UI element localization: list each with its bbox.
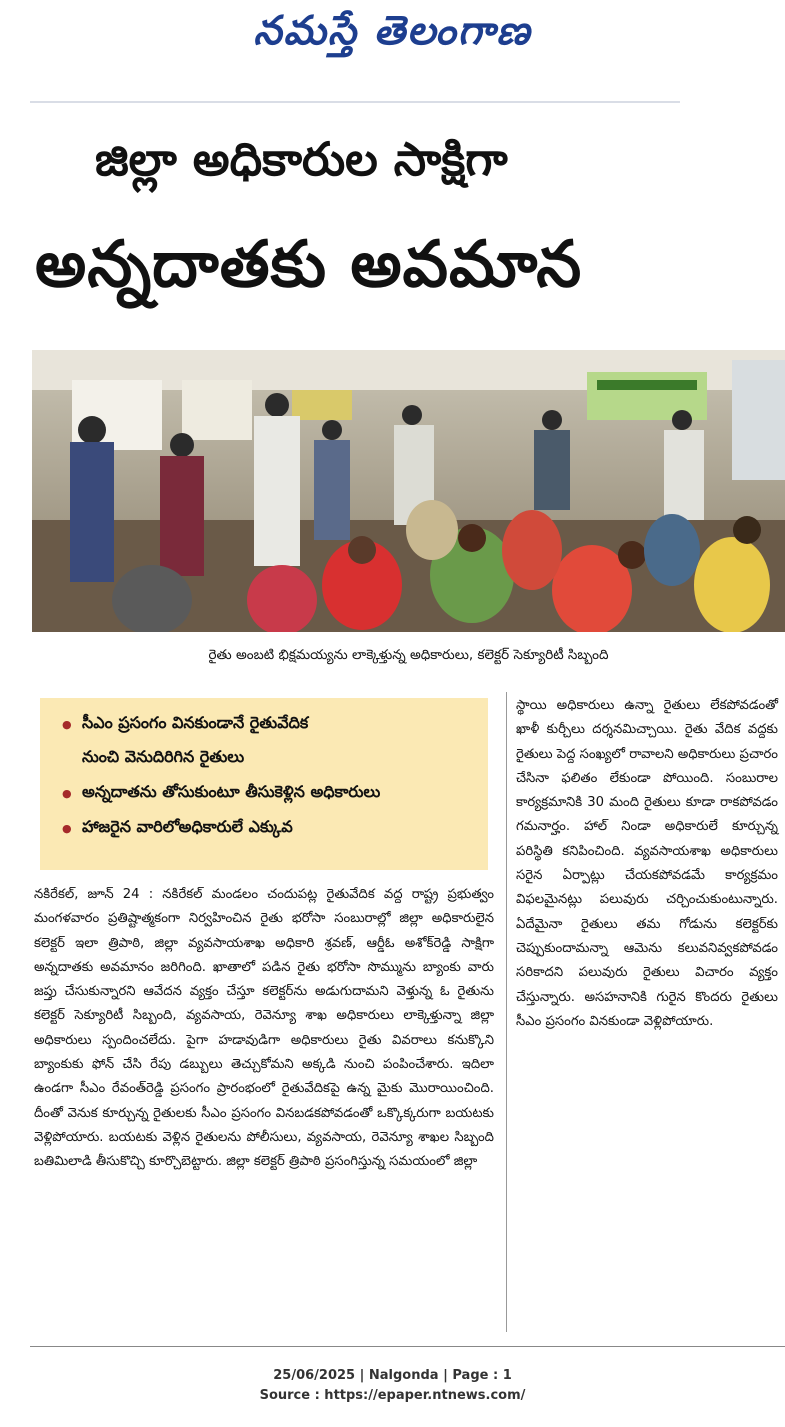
footer-source-link[interactable]: Source : https://epaper.ntnews.com/ (259, 1388, 526, 1403)
bullet-icon: ● (62, 718, 72, 731)
highlight-item-2: అన్నదాతను తోసుకుంటూ తీసుకెళ్లిన అధికారులు (82, 782, 381, 801)
bullet-icon: ● (62, 822, 72, 835)
article-body-right (516, 694, 778, 1034)
article-paragraph-right: స్థాయి అధికారులు ఉన్నా రైతులు లేకపోవడంతో ఖాళీ కుర్చీలు దర్శనమిచ్చాయి. రైతు వేదిక వద్దకు రైతులు పెద్ద సంఖ్యలో రావాలని అధికారులు ప్రచారం చేసినా ఫలితం లేకుండా పోయింది. సంబురాల కార్యక్రమానికి 30 మంది రైతులు కూడా రాకపోవడం గమనార్హం. హాల్ నిండా అధికారులే కూర్చున్న పరిస్థితి కనిపించింది. వ్యవసాయశాఖ అధికారులు సరైన ఏర్పాట్లు చేయకపోవడమే కార్యక్రమం విఫలమైనట్లు పలువురు చర్చించుకుంటున్నారు. ఏదేమైనా రైతులు తమ గోడును కలెక్టర్‌కు చెప్పుకుందామన్నా ఆమెను కలువనివ్వకపోవడం సరికాదని పలువురు రైతులు విచారం వ్యక్తం చేస్తున్నారు. అసహనానికి గురైన కొందరు రైతులు సీఎం ప్రసంగం వినకుండా వెళ్లిపోయారు. (516, 698, 778, 1029)
headline-line-1: జిల్లా అధికారుల సాక్షిగా (95, 132, 508, 186)
highlight-item-1: సీఎం ప్రసంగం వినకుండానే రైతువేదిక (82, 713, 309, 732)
bullet-icon: ● (62, 787, 72, 800)
highlight-item-1-cont: నుంచి వెనుదిరిగిన రైతులు (82, 747, 245, 766)
meeting-hall-photo (32, 350, 785, 632)
article-body-left (34, 883, 494, 1175)
news-photo (32, 350, 785, 632)
masthead-divider (30, 101, 680, 103)
headline-line-2: అన్నదాతకు అవమాన (35, 228, 583, 302)
footer-divider (30, 1346, 785, 1347)
newspaper-masthead: నమస్తే తెలంగాణ (253, 8, 532, 54)
column-divider (506, 692, 507, 1332)
highlight-item-3: హాజరైన వారిలోఅధికారులే ఎక్కువ (82, 817, 293, 836)
photo-caption: రైతు అంబటి భిక్షమయ్యను లాక్కెళ్తున్న అధికారులు, కలెక్టర్ సెక్యూరిటీ సిబ్బంది (208, 647, 609, 663)
highlights-box (40, 698, 488, 870)
article-paragraph-left: నకిరేకల్, జూన్ 24 : నకిరేకల్ మండలం చందుపట్ల రైతువేదిక వద్ద రాష్ట్ర ప్రభుత్వం మంగళవారం ప్రతిష్టాత్మకంగా నిర్వహించిన రైతు భరోసా సంబురాల్లో జిల్లా అధికారులైన కలెక్టర్ ఇలా త్రిపాఠి, జిల్లా వ్యవసాయశాఖ అధికారి శ్రవణ్, ఆర్డీఓ అశోక్‌రెడ్డి సాక్షిగా అన్నదాతకు అవమానం జరిగింది. ఖాతాలో పడిన రైతు భరోసా సొమ్మును బ్యాంకు వారు జప్తు చేసుకున్నారని ఆవేదన వ్యక్తం చేస్తూ కలెక్టర్‌ను అడుగుదామని వెళ్తున్న ఓ రైతును కలెక్టర్ సెక్యూరిటీ సిబ్బంది, వ్యవసాయ, రెవెన్యూ శాఖ అధికారులు లాక్కెళ్తున్నా జిల్లా అధికారులు స్పందించలేదు. పైగా హడావుడిగా అధికారులు రైతు వివరాలు కనుక్కొని బ్యాంకుకు ఫోన్ చేసి రేపు డబ్బులు తెచ్చుకోమని అక్కడి నుంచి పంపించేశారు. ఇదిలా ఉండగా సీఎం రేవంత్‌రెడ్డి ప్రసంగం ప్రారంభంలో రైతువేదికపై ఉన్న మైకు మొరాయించింది. దీంతో వెనుక కూర్చున్న రైతులకు సీఎం ప్రసంగం వినబడకపోవడంతో ఒక్కొక్కరుగా బయటకు వెళ్లిపోయారు. బయటకు వెళ్లిన రైతులను పోలీసులు, వ్యవసాయ, రెవెన్యూ శాఖల సిబ్బంది బతిమిలాడి తీసుకొచ్చి కూర్చొబెట్టారు. జిల్లా కలెక్టర్ త్రిపాఠి ప్రసంగిస్తున్న సమయంలో జిల్లా (34, 887, 494, 1170)
footer-date-edition: 25/06/2025 | Nalgonda | Page : 1 (273, 1368, 512, 1383)
